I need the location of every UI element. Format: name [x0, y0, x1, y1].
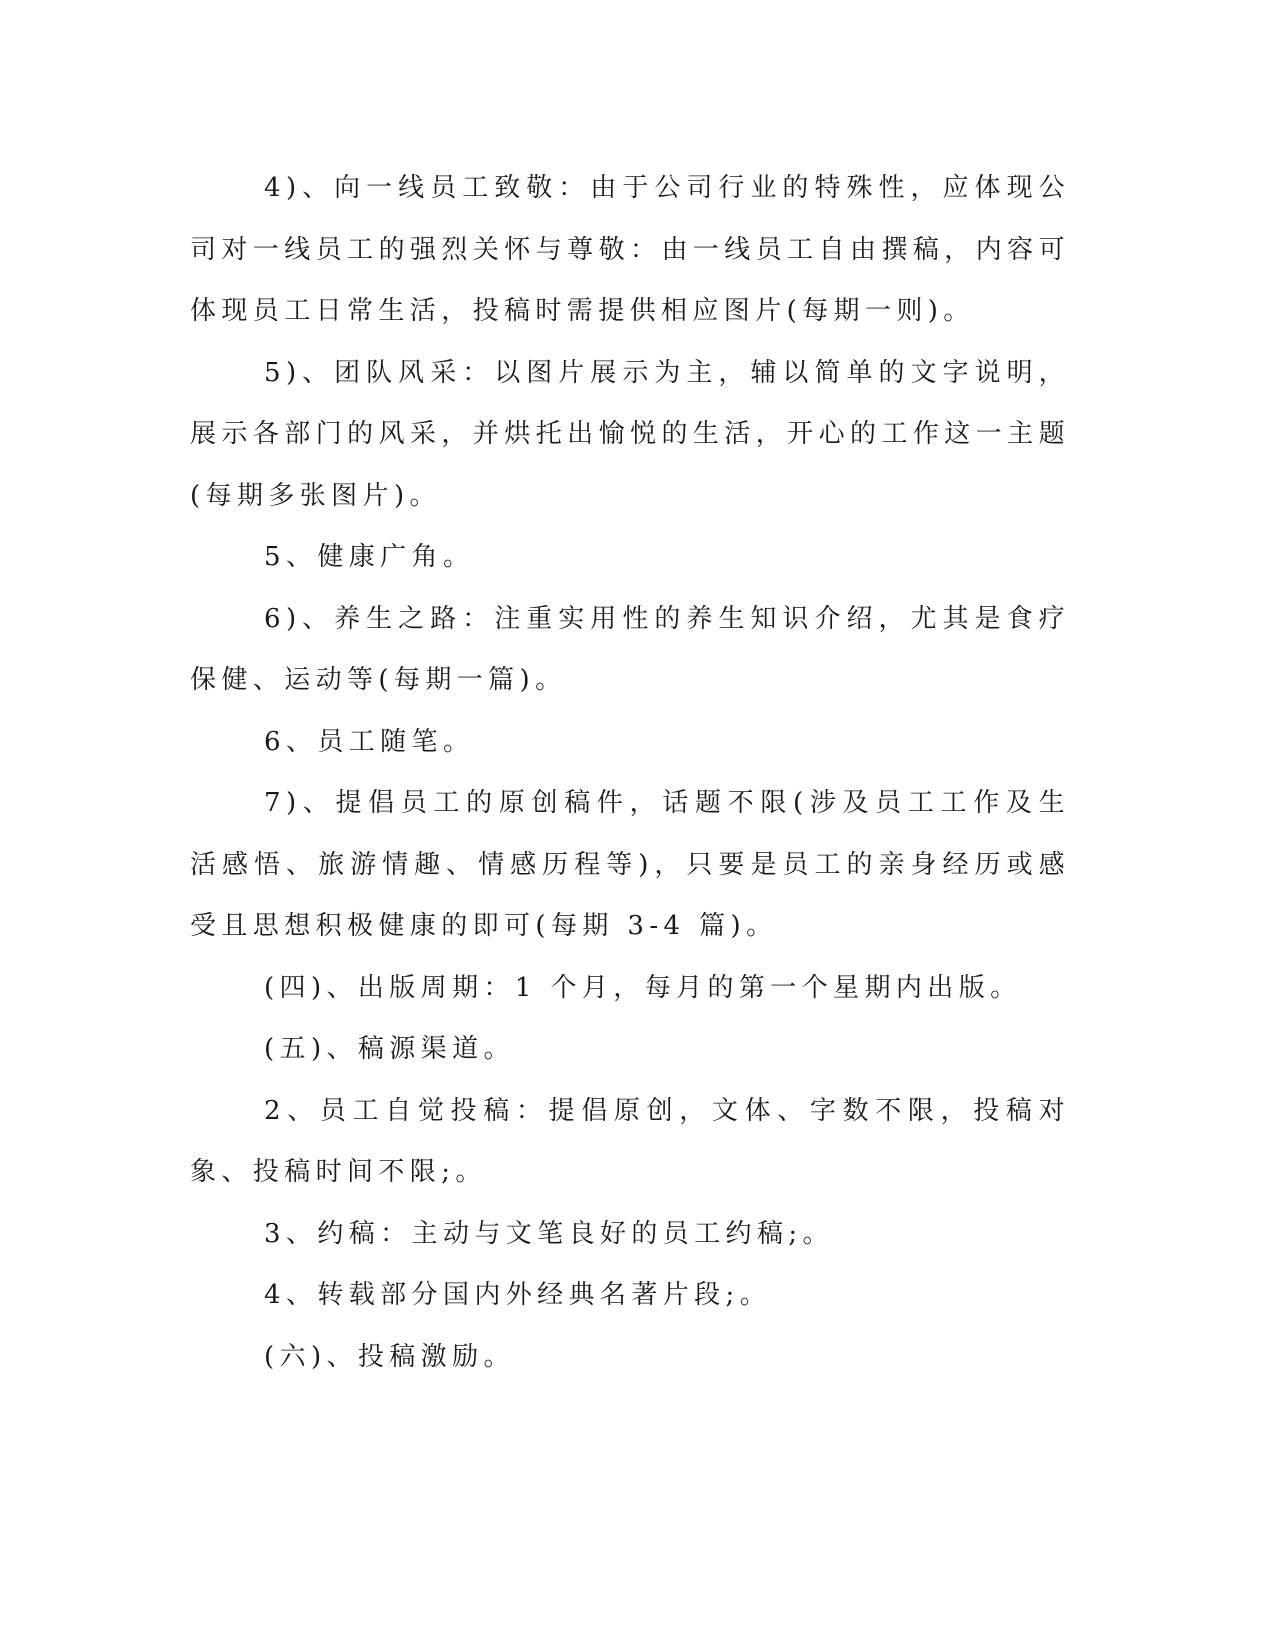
paragraph-publication-cycle: (四)、出版周期：1 个月，每月的第一个星期内出版。 [264, 972, 1022, 1003]
paragraph-frontline-tribute: 4)、向一线员工致敬：由于公司行业的特殊性，应体现公司对一线员工的强烈关怀与尊敬：由一线员工自由撰稿，内容可体现员工日常生活，投稿时需提供相应图片(每期一则)。 [190, 173, 1070, 326]
paragraph-commissioned-articles: 3、约稿：主动与文笔良好的员工约稿;。 [264, 1218, 834, 1249]
paragraph-submission-incentives: (六)、投稿激励。 [264, 1341, 515, 1372]
paragraph-health-section: 5、健康广角。 [264, 542, 475, 572]
paragraph-reprints: 4、转载部分国内外经典名著片段;。 [264, 1280, 772, 1310]
paragraph-original-articles: 7)、提倡员工的原创稿件，话题不限(涉及员工工作及生活感悟、旅游情趣、情感历程等)，只要是员工的亲身经历或感受且思想积极健康的即可(每期 3-4 篇)。 [190, 788, 1070, 941]
document-body [190, 158, 1070, 1388]
paragraph-submission-channels: (五)、稿源渠道。 [264, 1034, 515, 1064]
paragraph-team-style: 5)、团队风采：以图片展示为主，辅以简单的文字说明，展示各部门的风采，并烘托出愉悦的生活，开心的工作这一主题(每期多张图片)。 [190, 357, 1070, 511]
paragraph-staff-essays: 6、员工随笔。 [264, 726, 475, 757]
paragraph-wellness-road: 6)、养生之路：注重实用性的养生知识介绍，尤其是食疗保健、运动等(每期一篇)。 [190, 603, 1070, 695]
paragraph-voluntary-submission: 2、员工自觉投稿：提倡原创，文体、字数不限，投稿对象、投稿时间不限;。 [190, 1095, 1070, 1187]
